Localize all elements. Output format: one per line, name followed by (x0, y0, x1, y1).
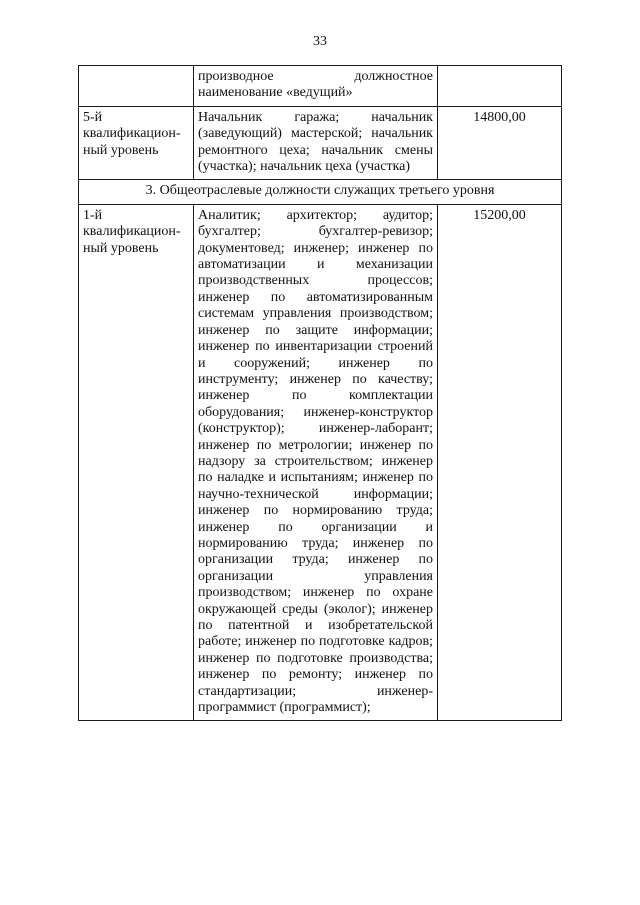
salary-cell: 14800,00 (438, 106, 562, 180)
table-row (79, 204, 562, 721)
section-title: 3. Общеотраслевые должности служащих третьего уровня (79, 180, 562, 204)
qualification-level-cell: 5-й квалификацион-ный уровень (79, 106, 194, 180)
table-row (79, 106, 562, 180)
salary-cell (438, 66, 562, 107)
table-row (79, 66, 562, 107)
salary-table (78, 65, 562, 721)
page-number: 33 (313, 34, 327, 49)
position-description-cell: производное должностное наименование «ведущий» (194, 66, 438, 107)
section-header-row (79, 180, 562, 204)
position-description-cell: Аналитик; архитектор; аудитор; бухгалтер; бухгалтер-ревизор; документовед; инженер; инженер по автоматизации и механизации производственных процессов; инженер по автоматизированным системам управления производством; инженер по защите информации; инженер по инвентаризации строений и сооружений; инженер по инструменту; инженер по качеству; инженер по комплектации оборудования; инженер-конструктор (конструктор); инженер-лаборант; инженер по метрологии; инженер по надзору за строительством; инженер по наладке и испытаниям; инженер по научно-технической информации; инженер по нормированию труда; инженер по организации и нормированию труда; инженер по организации труда; инженер по организации управления производством; инженер по охране окружающей среды (эколог); инженер по патентной и изобретательской работе; инженер по подготовке кадров; инженер по подготовке производства; инженер по ремонту; инженер по стандартизации; инженер-программист (программист); (194, 204, 438, 721)
position-description-cell: Начальник гаража; начальник (заведующий) мастерской; начальник ремонтного цеха; начальник смены (участка); начальник цеха (участка) (194, 106, 438, 180)
salary-cell: 15200,00 (438, 204, 562, 721)
qualification-level-cell: 1-й квалификацион-ный уровень (79, 204, 194, 721)
qualification-level-cell (79, 66, 194, 107)
